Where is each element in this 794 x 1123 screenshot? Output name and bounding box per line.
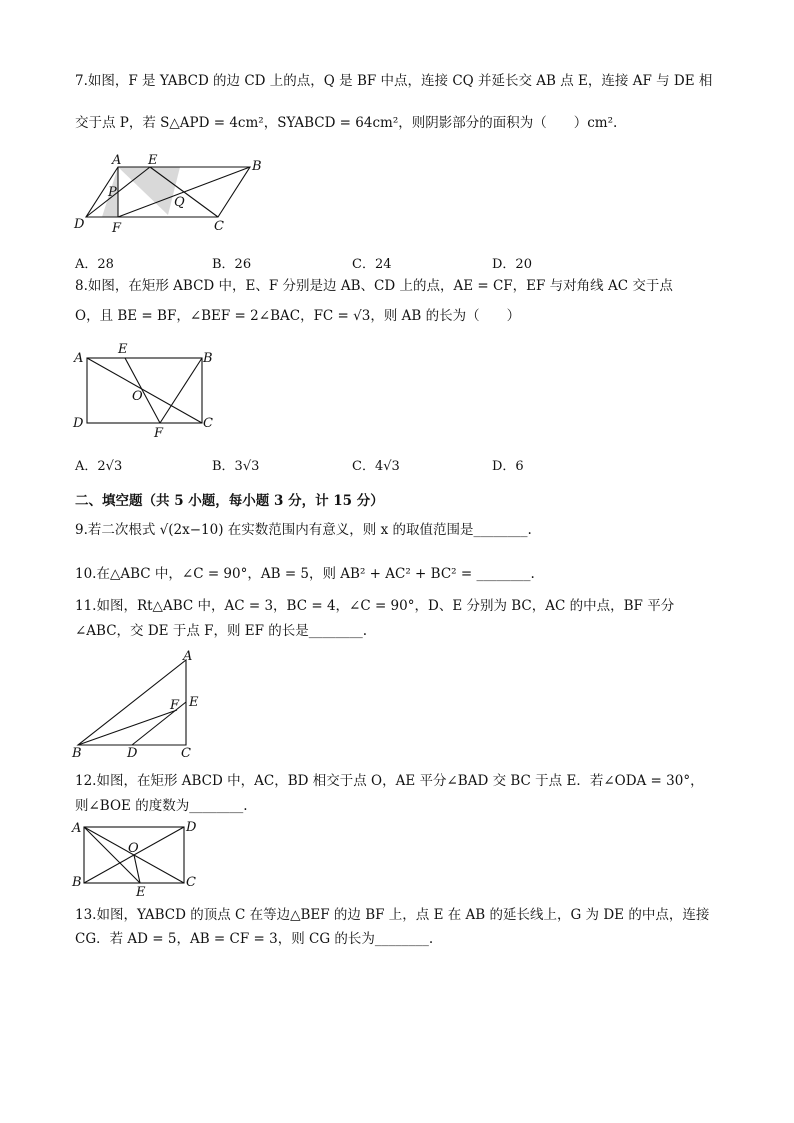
q8-choice-a[interactable]: A．2√3 bbox=[75, 459, 123, 474]
q11-label-f: F bbox=[170, 698, 180, 713]
q7-stem-line1: 7.如图，F 是 YABCD 的边 CD 上的点，Q 是 BF 中点，连接 CQ 并延长交 AB 点 E，连接 AF 与 DE 相 bbox=[75, 73, 713, 89]
q12-figure bbox=[70, 818, 210, 898]
q11-figure bbox=[70, 650, 210, 765]
q12-label-c: C bbox=[186, 875, 196, 890]
q11-label-e: E bbox=[189, 695, 199, 710]
q12-label-a: A bbox=[72, 821, 82, 836]
q7-label-d: D bbox=[74, 217, 85, 232]
q7-label-a: A bbox=[112, 153, 122, 168]
q8-label-d: D bbox=[73, 416, 84, 431]
q8-diagonal-ac bbox=[87, 358, 202, 423]
q8-label-f: F bbox=[154, 426, 164, 441]
section-fill-in-heading: 二、填空题（共 5 小题，每小题 3 分，计 15 分） bbox=[75, 493, 384, 509]
q8-stem-line2: O，且 BE = BF，∠BEF = 2∠BAC，FC = √3，则 AB 的长为（ ） bbox=[75, 308, 521, 324]
q7-choice-c[interactable]: C．24 bbox=[352, 257, 392, 272]
q11-stem-line2: ∠ABC，交 DE 于点 F，则 EF 的长是________. bbox=[75, 623, 368, 639]
q12-label-e: E bbox=[136, 885, 146, 900]
q8-label-b: B bbox=[203, 351, 213, 366]
q12-label-b: B bbox=[72, 875, 82, 890]
q7-choice-b[interactable]: B．26 bbox=[212, 257, 252, 272]
q12-segment-oe bbox=[134, 855, 140, 883]
q8-label-c: C bbox=[203, 416, 213, 431]
q7-label-q: Q bbox=[174, 195, 185, 210]
q13-stem-line1: 13.如图，YABCD 的顶点 C 在等边△BEF 的边 BF 上，点 E 在 AB 的延长线上，G 为 DE 的中点，连接 bbox=[75, 907, 710, 923]
q7-label-e: E bbox=[148, 153, 158, 168]
q10-stem: 10.在△ABC 中，∠C = 90°，AB = 5，则 AB² + AC² + BC² = ________. bbox=[75, 566, 535, 582]
q8-choice-c[interactable]: C．4√3 bbox=[352, 459, 400, 474]
q8-choice-d[interactable]: D．6 bbox=[492, 459, 524, 474]
q11-stem-line1: 11.如图，Rt△ABC 中，AC = 3，BC = 4，∠C = 90°，D、E 分别为 BC，AC 的中点，BF 平分 bbox=[75, 598, 675, 614]
q11-label-d: D bbox=[127, 746, 138, 761]
q8-choice-b[interactable]: B．3√3 bbox=[212, 459, 260, 474]
q7-choice-d[interactable]: D．20 bbox=[492, 257, 532, 272]
q11-label-b: B bbox=[72, 746, 82, 761]
q11-label-c: C bbox=[181, 746, 191, 761]
q7-label-b: B bbox=[252, 159, 262, 174]
q12-label-d: D bbox=[186, 820, 197, 835]
q9-stem: 9.若二次根式 √(2x−10) 在实数范围内有意义，则 x 的取值范围是________. bbox=[75, 522, 532, 538]
q7-stem-line2: 交于点 P，若 S△APD = 4cm²，SYABCD = 64cm²，则阴影部分的面积为（ ）cm². bbox=[75, 115, 618, 131]
q8-label-e: E bbox=[118, 342, 128, 357]
q7-label-c: C bbox=[214, 219, 224, 234]
q12-label-o: O bbox=[128, 841, 139, 856]
q11-label-a: A bbox=[183, 649, 193, 664]
q11-segment-bf bbox=[78, 710, 177, 745]
q8-stem-line1: 8.如图，在矩形 ABCD 中，E、F 分别是边 AB、CD 上的点，AE = CF，EF 与对角线 AC 交于点 bbox=[75, 278, 673, 294]
q7-choice-a[interactable]: A．28 bbox=[75, 257, 114, 272]
q7-figure bbox=[70, 150, 270, 240]
q8-label-o: O bbox=[132, 389, 143, 404]
q12-stem-line2: 则∠BOE 的度数为________. bbox=[75, 798, 248, 814]
q8-figure bbox=[70, 342, 220, 441]
q7-label-p: P bbox=[108, 185, 117, 200]
q7-shaded-region-1 bbox=[118, 167, 180, 215]
q7-label-f: F bbox=[112, 221, 122, 236]
q8-label-a: A bbox=[74, 351, 84, 366]
q8-segment-bf bbox=[160, 358, 202, 423]
q13-stem-line2: CG．若 AD = 5，AB = CF = 3，则 CG 的长为________. bbox=[75, 931, 434, 947]
q12-stem-line1: 12.如图，在矩形 ABCD 中，AC，BD 相交于点 O，AE 平分∠BAD 交 BC 于点 E．若∠ODA = 30°， bbox=[75, 773, 704, 789]
